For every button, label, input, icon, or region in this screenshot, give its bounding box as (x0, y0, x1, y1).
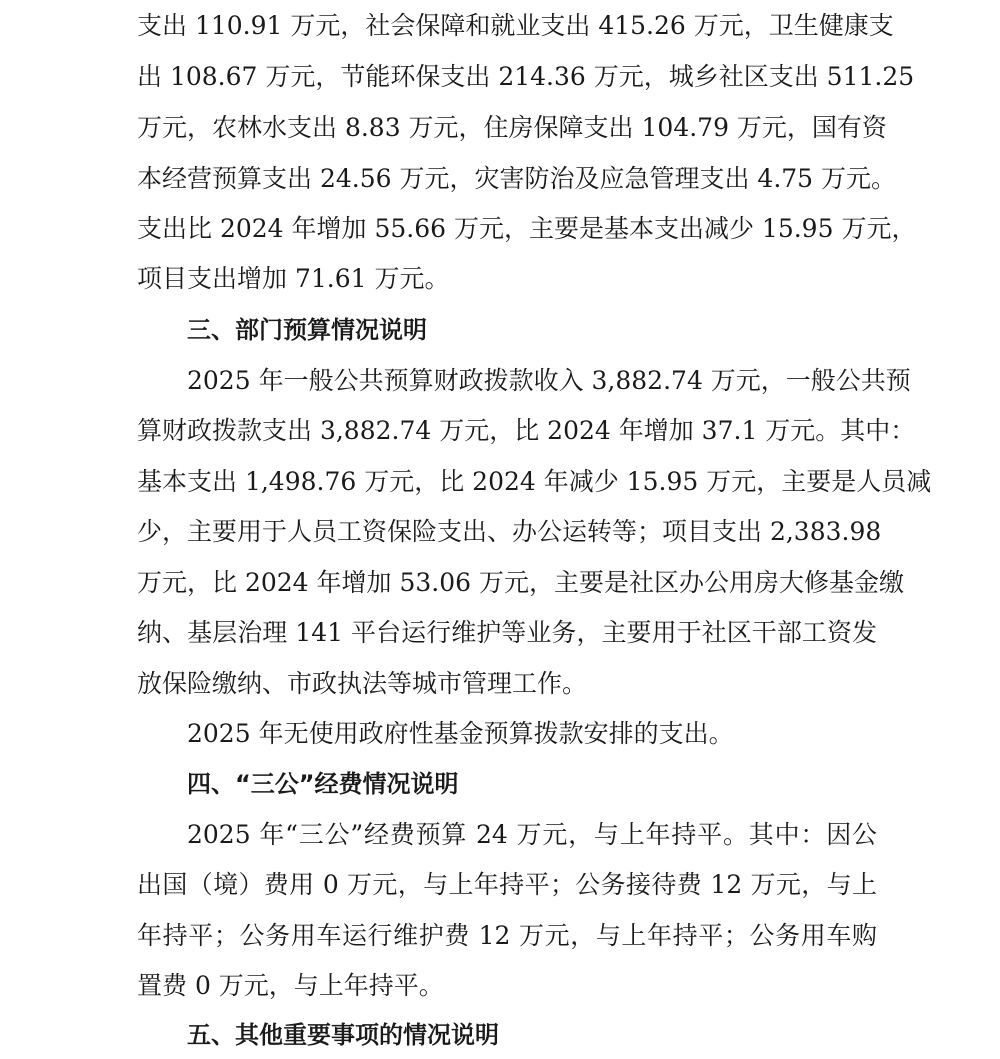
text-line: 基本支出 1,498.76 万元，比 2024 年减少 15.95 万元，主要是人员减 (137, 467, 932, 496)
text-line: 年持平；公务用车运行维护费 12 万元，与上年持平；公务用车购 (137, 921, 877, 950)
text-line: 少，主要用于人员工资保险支出、办公运转等；项目支出 2,383.98 (137, 517, 882, 546)
text-line: 置费 0 万元，与上年持平。 (137, 971, 444, 1000)
text-line: 支出 110.91 万元，社会保障和就业支出 415.26 万元，卫生健康支 (137, 11, 894, 40)
text-line: 2025 年一般公共预算财政拨款收入 3,882.74 万元，一般公共预 (187, 366, 911, 395)
text-line: 本经营预算支出 24.56 万元，灾害防治及应急管理支出 4.75 万元。 (137, 164, 897, 193)
text-line: 2025 年“三公”经费预算 24 万元，与上年持平。其中：因公 (187, 820, 877, 849)
section-heading: 三、部门预算情况说明 (187, 316, 427, 344)
text-line: 放保险缴纳、市政执法等城市管理工作。 (137, 669, 588, 698)
text-line: 支出比 2024 年增加 55.66 万元，主要是基本支出减少 15.95 万元， (137, 214, 917, 243)
text-line: 算财政拨款支出 3,882.74 万元，比 2024 年增加 37.1 万元。其中： (137, 416, 916, 445)
text-line: 万元，农林水支出 8.83 万元，住房保障支出 104.79 万元，国有资 (137, 113, 887, 142)
text-line: 2025 年无使用政府性基金预算拨款安排的支出。 (187, 719, 734, 748)
text-line: 出 108.67 万元，节能环保支出 214.36 万元，城乡社区支出 511.25 (137, 62, 915, 91)
text-line: 万元，比 2024 年增加 53.06 万元，主要是社区办公用房大修基金缴 (137, 568, 904, 597)
section-heading: 五、其他重要事项的情况说明 (187, 1021, 499, 1049)
text-line: 纳、基层治理 141 平台运行维护等业务，主要用于社区干部工资发 (137, 618, 877, 647)
text-line: 出国（境）费用 0 万元，与上年持平；公务接待费 12 万元，与上 (137, 870, 877, 899)
text-line: 项目支出增加 71.61 万元。 (137, 264, 450, 293)
section-heading: 四、“三公”经费情况说明 (187, 770, 459, 798)
